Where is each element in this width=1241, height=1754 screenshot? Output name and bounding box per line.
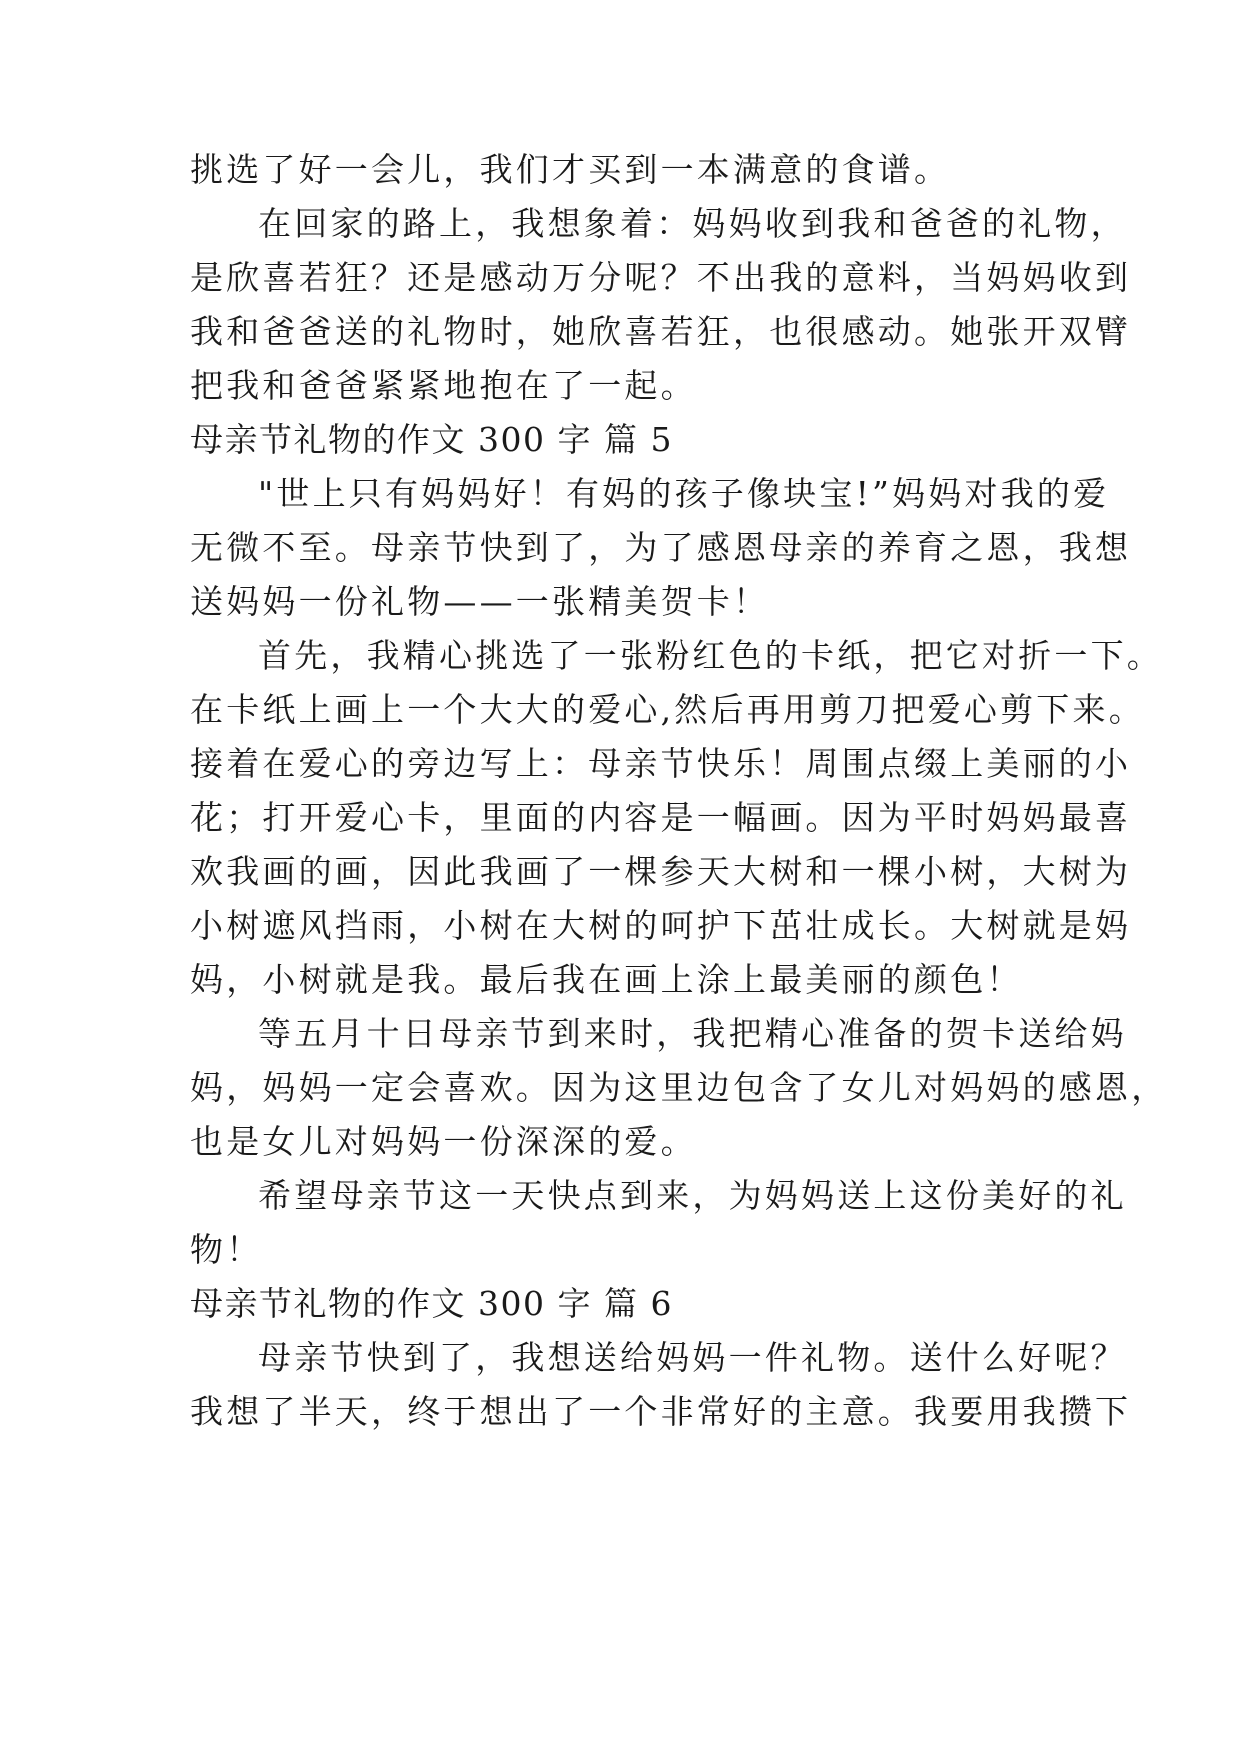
paragraph-line: 送妈妈一份礼物——一张精美贺卡！: [190, 582, 770, 621]
paragraph-line: 等五月十日母亲节到来时，我把精心准备的贺卡送给妈: [258, 1014, 1127, 1053]
paragraph-line: 把我和爸爸紧紧地抱在了一起。: [190, 366, 697, 405]
paragraph-line: 欢我画的画，因此我画了一棵参天大树和一棵小树，大树为: [190, 852, 1132, 891]
paragraph-line: 首先，我精心挑选了一张粉红色的卡纸，把它对折一下。: [258, 636, 1163, 675]
paragraph-line: "世上只有妈妈好！有妈的孩子像块宝!”妈妈对我的爱: [258, 474, 1110, 513]
paragraph-line: 在回家的路上，我想象着：妈妈收到我和爸爸的礼物，: [258, 204, 1127, 243]
paragraph-line: 也是女儿对妈妈一份深深的爱。: [190, 1122, 697, 1161]
paragraph-line: 花；打开爱心卡，里面的内容是一幅画。因为平时妈妈最喜: [190, 798, 1132, 837]
paragraph-line: 接着在爱心的旁边写上：母亲节快乐！周围点缀上美丽的小: [190, 744, 1132, 783]
paragraph-line: 妈，小树就是我。最后我在画上涂上最美丽的颜色！: [190, 960, 1023, 999]
paragraph-line: 挑选了好一会儿，我们才买到一本满意的食谱。: [190, 150, 951, 189]
paragraph-line: 希望母亲节这一天快点到来，为妈妈送上这份美好的礼: [258, 1176, 1127, 1215]
paragraph-line: 母亲节快到了，我想送给妈妈一件礼物。送什么好呢？: [258, 1338, 1127, 1377]
paragraph-line: 我和爸爸送的礼物时，她欣喜若狂，也很感动。她张开双臂: [190, 312, 1132, 351]
paragraph-line: 小树遮风挡雨，小树在大树的呵护下茁壮成长。大树就是妈: [190, 906, 1132, 945]
section-heading: 母亲节礼物的作文 300 字 篇 6: [190, 1284, 673, 1323]
paragraph-line: 无微不至。母亲节快到了，为了感恩母亲的养育之恩，我想: [190, 528, 1132, 567]
paragraph-line: 是欣喜若狂？还是感动万分呢？不出我的意料，当妈妈收到: [190, 258, 1132, 297]
paragraph-line: 妈，妈妈一定会喜欢。因为这里边包含了女儿对妈妈的感恩，: [190, 1068, 1168, 1107]
paragraph-line: 在卡纸上画上一个大大的爱心,然后再用剪刀把爱心剪下来。: [190, 690, 1145, 729]
section-heading: 母亲节礼物的作文 300 字 篇 5: [190, 420, 673, 459]
paragraph-line: 物！: [190, 1230, 263, 1269]
paragraph-line: 我想了半天，终于想出了一个非常好的主意。我要用我攒下: [190, 1392, 1132, 1431]
